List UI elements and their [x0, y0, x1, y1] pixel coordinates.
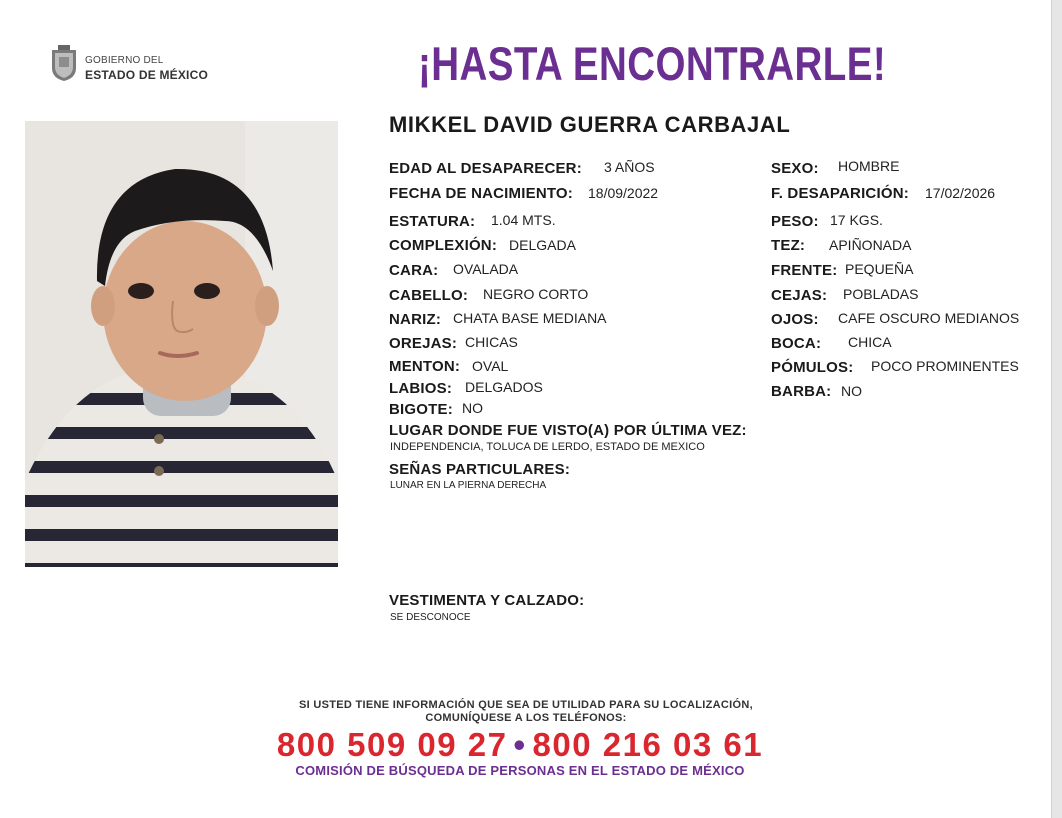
birthdate-label: FECHA DE NACIMIENTO:: [389, 185, 573, 202]
person-name: MIKKEL DAVID GUERRA CARBAJAL: [389, 112, 791, 137]
age-label: EDAD AL DESAPARECER:: [389, 160, 582, 177]
headline-text: ¡HASTA ENCONTRARLE!: [418, 38, 887, 90]
lips-value: DELGADOS: [465, 379, 543, 395]
nose-value: CHATA BASE MEDIANA: [453, 310, 607, 326]
distinguishing-marks-value: LUNAR EN LA PIERNA DERECHA: [390, 480, 547, 491]
mouth-label: BOCA:: [771, 335, 822, 352]
weight-label: PESO:: [771, 213, 819, 230]
build-label: COMPLEXIÓN:: [389, 237, 498, 254]
build-value: DELGADA: [509, 237, 576, 253]
sex-label: SEXO:: [771, 160, 819, 177]
info-line-2: COMUNÍQUESE A LOS TELÉFONOS:: [425, 712, 627, 724]
eyebrows-value: POBLADAS: [843, 286, 919, 302]
cheekbones-label: PÓMULOS:: [771, 359, 854, 376]
phone-2[interactable]: 800 216 03 61: [532, 726, 764, 763]
mouth-value: CHICA: [848, 334, 892, 350]
commission-name: COMISIÓN DE BÚSQUEDA DE PERSONAS EN EL ESTADO DE MÉXICO: [295, 763, 745, 778]
lips-label: LABIOS:: [389, 380, 453, 397]
logo-line-1: GOBIERNO DEL: [85, 55, 164, 66]
face-label: CARA:: [389, 262, 439, 279]
missing-person-photo: [25, 121, 338, 567]
mustache-label: BIGOTE:: [389, 401, 453, 418]
face-value: OVALADA: [453, 261, 519, 277]
complexion-label: TEZ:: [771, 237, 806, 254]
complexion-value: APIÑONADA: [829, 237, 912, 253]
phone-numbers: [0, 726, 1040, 764]
hair-value: NEGRO CORTO: [483, 286, 589, 302]
cheekbones-value: POCO PROMINENTES: [871, 358, 1019, 374]
forehead-label: FRENTE:: [771, 262, 838, 279]
eyes-label: OJOS:: [771, 311, 819, 328]
weight-value: 17 KGS.: [830, 212, 883, 228]
age-value: 3 AÑOS: [604, 159, 655, 175]
forehead-value: PEQUEÑA: [845, 261, 914, 277]
nose-label: NARIZ:: [389, 311, 442, 328]
clothing-value: SE DESCONOCE: [390, 612, 471, 623]
phone-1[interactable]: 800 509 09 27: [276, 726, 508, 763]
government-logo: [48, 44, 218, 86]
logo-line-2: ESTADO DE MÉXICO: [85, 68, 208, 82]
birthdate-value: 18/09/2022: [588, 185, 659, 201]
disappearance-date-label: F. DESAPARICIÓN:: [771, 185, 909, 202]
headline: [418, 38, 918, 90]
beard-label: BARBA:: [771, 383, 832, 400]
coat-of-arms-icon: [48, 44, 80, 82]
disappearance-date-value: 17/02/2026: [925, 185, 996, 201]
sex-value: HOMBRE: [838, 158, 900, 174]
ears-label: OREJAS:: [389, 335, 458, 352]
height-value: 1.04 MTS.: [491, 212, 556, 228]
distinguishing-marks-label: SEÑAS PARTICULARES:: [389, 461, 571, 478]
height-label: ESTATURA:: [389, 213, 476, 230]
beard-value: NO: [841, 383, 862, 399]
clothing-label: VESTIMENTA Y CALZADO:: [389, 592, 585, 609]
chin-label: MENTON:: [389, 358, 461, 375]
eyebrows-label: CEJAS:: [771, 287, 828, 304]
ears-value: CHICAS: [465, 334, 518, 350]
hair-label: CABELLO:: [389, 287, 469, 304]
info-line-1: SI USTED TIENE INFORMACIÓN QUE SEA DE UTILIDAD PARA SU LOCALIZACIÓN,: [299, 699, 753, 711]
page-edge: [1051, 0, 1062, 818]
phone-separator: •: [513, 726, 527, 763]
last-seen-label: LUGAR DONDE FUE VISTO(A) POR ÚLTIMA VEZ:: [389, 422, 747, 439]
chin-value: OVAL: [472, 358, 509, 374]
child-portrait-illustration: [25, 121, 338, 567]
last-seen-value: INDEPENDENCIA, TOLUCA DE LERDO, ESTADO DE MEXICO: [390, 441, 705, 453]
mustache-value: NO: [462, 400, 483, 416]
eyes-value: CAFE OSCURO MEDIANOS: [838, 310, 1020, 326]
